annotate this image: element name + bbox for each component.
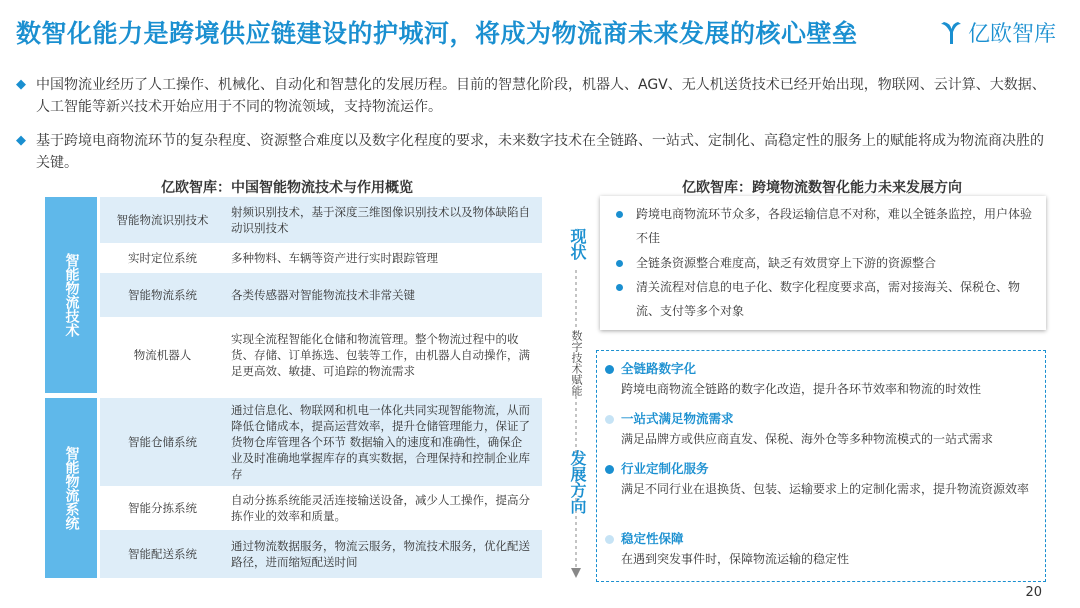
- right-section-title: 亿欧智库：跨境物流数智化能力未来发展方向: [682, 180, 962, 196]
- table-row: [100, 486, 542, 530]
- diamond-icon: ◆: [16, 77, 26, 92]
- status-item: [616, 275, 1036, 323]
- bullet-item: [16, 130, 1046, 174]
- bullet-dot-icon: [605, 535, 614, 544]
- table-row: [100, 243, 542, 273]
- bullet-text: 基于跨境电商物流环节的复杂程度、资源整合难度以及数字化程度的要求，未来数字技术在全链路、一站式、定制化、高稳定性的服务上的赋能将成为物流商决胜的关键。: [36, 133, 1044, 171]
- group-label-text: 智能物流系统: [63, 446, 80, 530]
- page-title: 数智化能力是跨境供应链建设的护城河，将成为物流商未来发展的核心壁垒: [16, 19, 858, 48]
- page-number: 20: [1025, 585, 1042, 600]
- future-item: [605, 409, 1039, 450]
- future-desc: 满足品牌方或供应商直发、保税、海外仓等多种物流模式的一站式需求: [621, 432, 994, 446]
- row-name: 智能分拣系统: [128, 501, 197, 515]
- row-name: 智能物流系统: [128, 288, 197, 302]
- future-box: [596, 350, 1046, 582]
- future-heading: 一站式满足物流需求: [621, 411, 734, 426]
- future-item: [605, 359, 1039, 400]
- status-item: [616, 202, 1036, 250]
- row-name: 物流机器人: [133, 348, 192, 362]
- future-desc: 满足不同行业在退换货、包装、运输要求上的定制化需求，提升物流资源效率: [621, 482, 1030, 496]
- future-desc: 跨境电商物流全链路的数字化改造，提升各环节效率和物流的时效性: [621, 382, 982, 396]
- row-desc: 通过信息化、物联网和机电一体化共同实现智能物流，从而降低仓储成本，提高运营效率，提升仓储管理能力，保证了货物仓库管理各个环节 数据输入的速度和准确性，确保企业及时准确地掌握库存的真实数据，合理保持和控制企业库存: [231, 403, 530, 481]
- group-label-tech: [45, 197, 97, 393]
- row-name: 智能配送系统: [128, 547, 197, 561]
- status-text: 清关流程对信息的电子化、数字化程度要求高，需对接海关、保税仓、物流、支付等多个对象: [636, 280, 1021, 318]
- status-text: 跨境电商物流环节众多，各段运输信息不对称，难以全链条监控，用户体验不佳: [636, 207, 1033, 245]
- diamond-icon: ◆: [16, 133, 26, 148]
- row-name: 智能物流识别技术: [116, 213, 209, 227]
- row-desc: 自动分拣系统能灵活连接输送设备，减少人工操作，提高分拣作业的效率和质量。: [231, 493, 530, 523]
- row-name: 智能仓储系统: [128, 435, 197, 449]
- future-item: [605, 459, 1039, 500]
- row-desc: 多种物料、车辆等资产进行实时跟踪管理: [231, 251, 438, 265]
- bullet-item: [16, 74, 1046, 118]
- row-desc: 实现全流程智能化仓储和物流管理。整个物流过程中的收货、存储、订单拣选、包装等工作，由机器人自动操作，满足更高效、敏捷、可追踪的物流需求: [231, 332, 530, 378]
- table-row: [100, 317, 542, 393]
- table-row: [100, 197, 542, 243]
- future-heading: 稳定性保障: [621, 531, 684, 546]
- table-row: [100, 273, 542, 317]
- future-heading: 行业定制化服务: [621, 461, 709, 476]
- bullet-dot-icon: [616, 260, 623, 267]
- future-item: [605, 529, 1039, 570]
- logo: [938, 17, 1056, 48]
- yiou-logo-icon: [938, 20, 964, 46]
- logo-text: 亿欧智库: [968, 22, 1057, 47]
- status-text: 全链条资源整合难度高，缺乏有效贯穿上下游的资源整合: [636, 256, 937, 270]
- group-label-system: [45, 398, 97, 578]
- bullet-text: 中国物流业经历了人工操作、机械化、自动化和智慧化的发展历程。目前的智慧化阶段，机器人、AGV、无人机送货技术已经开始出现，物联网、云计算、大数据、人工智能等新兴技术开始应用于不同的物流领域，支持物流运作。: [36, 77, 1046, 115]
- bullet-dot-icon: [616, 284, 623, 291]
- arrow-label: 数字技术赋能: [570, 330, 583, 396]
- future-heading: 全链路数字化: [621, 361, 697, 376]
- row-desc: 通过物流数据服务，物流云服务，物流技术服务，优化配送路径，进而缩短配送时间: [231, 539, 530, 569]
- group-label-text: 智能物流技术: [63, 253, 80, 337]
- status-item: [616, 251, 1036, 275]
- row-name: 实时定位系统: [128, 251, 197, 265]
- table-row: [100, 398, 542, 486]
- left-section-title: 亿欧智库：中国智能物流技术与作用概览: [161, 180, 413, 196]
- status-label: 现状: [568, 228, 587, 260]
- status-box: [600, 196, 1046, 330]
- row-desc: 各类传感器对智能物流技术非常关键: [231, 288, 415, 302]
- bullet-dot-icon: [605, 465, 614, 474]
- future-label: 发展方向: [568, 450, 587, 514]
- row-desc: 射频识别技术，基于深度三维图像识别技术以及物体缺陷自动识别技术: [231, 205, 530, 235]
- future-desc: 在遇到突发事件时，保障物流运输的稳定性: [621, 552, 850, 566]
- bullet-dot-icon: [605, 365, 614, 374]
- table-row: [100, 530, 542, 578]
- bullet-dot-icon: [605, 415, 614, 424]
- bullet-dot-icon: [616, 211, 623, 218]
